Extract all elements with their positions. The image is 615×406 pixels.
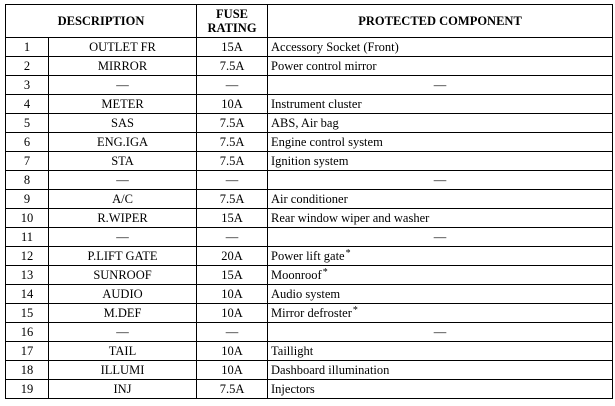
fuse-table-header — [6, 5, 613, 38]
fuse-description: AUDIO — [49, 285, 197, 304]
fuse-rating: 10A — [197, 304, 268, 323]
table-row — [6, 247, 613, 266]
fuse-rating: 7.5A — [197, 114, 268, 133]
protected-component-text: Injectors — [271, 381, 315, 396]
protected-component-header: PROTECTED COMPONENT — [268, 5, 613, 38]
fuse-rating-header-line2: RATING — [207, 21, 257, 35]
protected-component — [268, 209, 613, 228]
fuse-number: 18 — [6, 361, 49, 380]
fuse-rating: 7.5A — [197, 133, 268, 152]
table-row — [6, 342, 613, 361]
fuse-rating: 7.5A — [197, 190, 268, 209]
protected-component — [268, 247, 613, 266]
protected-component-text: Taillight — [271, 343, 314, 358]
protected-component — [268, 95, 613, 114]
fuse-rating: 15A — [197, 266, 268, 285]
footnote-asterisk: * — [322, 266, 328, 278]
protected-component — [268, 342, 613, 361]
table-row — [6, 133, 613, 152]
protected-component-text: Ignition system — [271, 153, 349, 168]
protected-component-text: Power lift gate — [271, 248, 345, 263]
fuse-rating: 7.5A — [197, 152, 268, 171]
protected-component — [268, 285, 613, 304]
protected-component-text: — — [433, 172, 447, 187]
protected-component-text: Rear window wiper and washer — [271, 210, 430, 225]
description-header: DESCRIPTION — [6, 5, 197, 38]
protected-component — [268, 323, 613, 342]
fuse-rating-header — [197, 5, 268, 38]
fuse-number: 1 — [6, 38, 49, 57]
fuse-number: 7 — [6, 152, 49, 171]
protected-component-text: — — [433, 229, 447, 244]
fuse-table-body — [6, 38, 613, 399]
protected-component-text: Engine control system — [271, 134, 383, 149]
table-row — [6, 76, 613, 95]
fuse-description: MIRROR — [49, 57, 197, 76]
fuse-number: 19 — [6, 380, 49, 399]
footnote-asterisk: * — [352, 304, 358, 316]
protected-component-text: Accessory Socket (Front) — [271, 39, 399, 54]
fuse-description: ENG.IGA — [49, 133, 197, 152]
fuse-number: 9 — [6, 190, 49, 209]
protected-component-text: Air conditioner — [271, 191, 348, 206]
protected-component-text: Audio system — [271, 286, 341, 301]
fuse-number: 10 — [6, 209, 49, 228]
fuse-description: — — [49, 171, 197, 190]
fuse-rating: 15A — [197, 209, 268, 228]
fuse-number: 13 — [6, 266, 49, 285]
table-row — [6, 361, 613, 380]
table-row — [6, 114, 613, 133]
protected-component-text: — — [433, 324, 447, 339]
protected-component — [268, 57, 613, 76]
protected-component — [268, 361, 613, 380]
protected-component-text: Mirror defroster — [271, 305, 352, 320]
fuse-rating: — — [197, 171, 268, 190]
fuse-rating: 10A — [197, 361, 268, 380]
fuse-number: 4 — [6, 95, 49, 114]
protected-component — [268, 380, 613, 399]
fuse-number: 15 — [6, 304, 49, 323]
table-row — [6, 266, 613, 285]
fuse-description: A/C — [49, 190, 197, 209]
fuse-rating: — — [197, 76, 268, 95]
protected-component-text: Instrument cluster — [271, 96, 362, 111]
fuse-rating: 15A — [197, 38, 268, 57]
fuse-description: STA — [49, 152, 197, 171]
fuse-description: SUNROOF — [49, 266, 197, 285]
table-row — [6, 285, 613, 304]
protected-component — [268, 38, 613, 57]
fuse-number: 8 — [6, 171, 49, 190]
fuse-description: — — [49, 228, 197, 247]
fuse-description: METER — [49, 95, 197, 114]
protected-component — [268, 114, 613, 133]
fuse-number: 3 — [6, 76, 49, 95]
protected-component — [268, 228, 613, 247]
protected-component-text: — — [433, 77, 447, 92]
fuse-number: 11 — [6, 228, 49, 247]
fuse-number: 12 — [6, 247, 49, 266]
fuse-description: — — [49, 76, 197, 95]
protected-component — [268, 190, 613, 209]
protected-component-text: Dashboard illumination — [271, 362, 390, 377]
fuse-description: — — [49, 323, 197, 342]
fuse-number: 14 — [6, 285, 49, 304]
protected-component — [268, 304, 613, 323]
fuse-description: P.LIFT GATE — [49, 247, 197, 266]
table-row — [6, 380, 613, 399]
fuse-description: R.WIPER — [49, 209, 197, 228]
fuse-rating-header-line1: FUSE — [216, 7, 248, 21]
fuse-description: OUTLET FR — [49, 38, 197, 57]
table-row — [6, 190, 613, 209]
protected-component — [268, 171, 613, 190]
protected-component — [268, 266, 613, 285]
fuse-rating: — — [197, 228, 268, 247]
fuse-rating: 7.5A — [197, 57, 268, 76]
protected-component — [268, 133, 613, 152]
fuse-rating: 10A — [197, 95, 268, 114]
table-row — [6, 95, 613, 114]
fuse-number: 6 — [6, 133, 49, 152]
table-row — [6, 57, 613, 76]
fuse-number: 17 — [6, 342, 49, 361]
table-row — [6, 228, 613, 247]
fuse-rating: 7.5A — [197, 380, 268, 399]
fuse-rating: — — [197, 323, 268, 342]
fuse-number: 5 — [6, 114, 49, 133]
table-row — [6, 171, 613, 190]
fuse-number: 2 — [6, 57, 49, 76]
fuse-description: TAIL — [49, 342, 197, 361]
protected-component-text: ABS, Air bag — [271, 115, 339, 130]
fuse-description: M.DEF — [49, 304, 197, 323]
table-row — [6, 38, 613, 57]
fuse-number: 16 — [6, 323, 49, 342]
protected-component — [268, 76, 613, 95]
fuse-rating: 20A — [197, 247, 268, 266]
fuse-table — [5, 4, 613, 399]
table-row — [6, 323, 613, 342]
protected-component-text: Power control mirror — [271, 58, 377, 73]
footnote-asterisk: * — [345, 247, 351, 259]
protected-component — [268, 152, 613, 171]
protected-component-text: Moonroof — [271, 267, 322, 282]
fuse-rating: 10A — [197, 285, 268, 304]
fuse-description: INJ — [49, 380, 197, 399]
fuse-description: SAS — [49, 114, 197, 133]
fuse-description: ILLUMI — [49, 361, 197, 380]
table-row — [6, 304, 613, 323]
table-row — [6, 152, 613, 171]
fuse-rating: 10A — [197, 342, 268, 361]
header-row — [6, 5, 613, 38]
table-row — [6, 209, 613, 228]
